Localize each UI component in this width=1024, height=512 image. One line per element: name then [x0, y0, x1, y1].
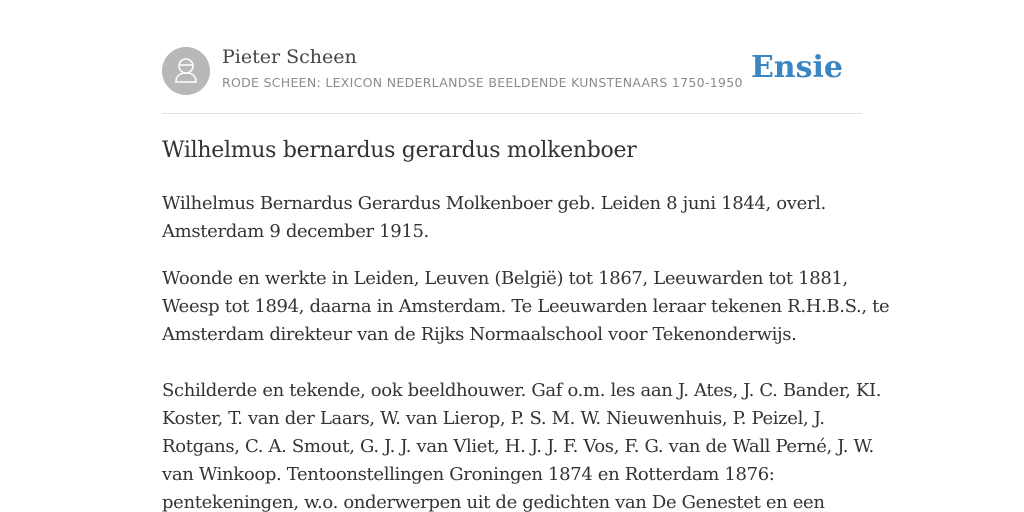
- text-line: Rotgans, C. A. Smout, G. J. J. van Vliet, H. J. J. F. Vos, F. G. van de Wall Perné, J. W.: [162, 436, 874, 457]
- text-line: Schilderde en tekende, ook beeldhouwer. Gaf o.m. les aan J. Ates, J. C. Bander, KI.: [162, 380, 882, 401]
- header-divider: [162, 113, 862, 114]
- text-line: Wilhelmus Bernardus Gerardus Molkenboer geb. Leiden 8 juni 1844, overl.: [162, 193, 826, 214]
- source-lexicon[interactable]: RODE SCHEEN: LEXICON NEDERLANDSE BEELDENDE KUNSTENAARS 1750-1950: [222, 75, 743, 90]
- text-line: van Winkoop. Tentoonstellingen Groningen 1874 en Rotterdam 1876:: [162, 464, 775, 485]
- paragraph-2: [162, 265, 890, 349]
- text-line: Woonde en werkte in Leiden, Leuven (België) tot 1867, Leeuwarden tot 1881,: [162, 268, 848, 289]
- article-title: Wilhelmus bernardus gerardus molkenboer: [162, 138, 637, 163]
- text-line: Amsterdam direkteur van de Rijks Normaalschool voor Tekenonderwijs.: [162, 324, 797, 345]
- paragraph-1: [162, 190, 874, 246]
- ensie-logo[interactable]: Ensie: [750, 50, 843, 85]
- article-header: [162, 46, 862, 96]
- text-line: Koster, T. van der Laars, W. van Lierop, P. S. M. W. Nieuwenhuis, P. Peizel, J.: [162, 408, 825, 429]
- author-name[interactable]: Pieter Scheen: [222, 46, 357, 68]
- user-avatar-icon[interactable]: [162, 47, 210, 95]
- text-line: pentekeningen, w.o. onderwerpen uit de gedichten van De Genestet en een: [162, 492, 825, 512]
- paragraph-3: [162, 377, 882, 512]
- text-line: Amsterdam 9 december 1915.: [162, 221, 429, 242]
- text-line: Weesp tot 1894, daarna in Amsterdam. Te Leeuwarden leraar tekenen R.H.B.S., te: [162, 296, 890, 317]
